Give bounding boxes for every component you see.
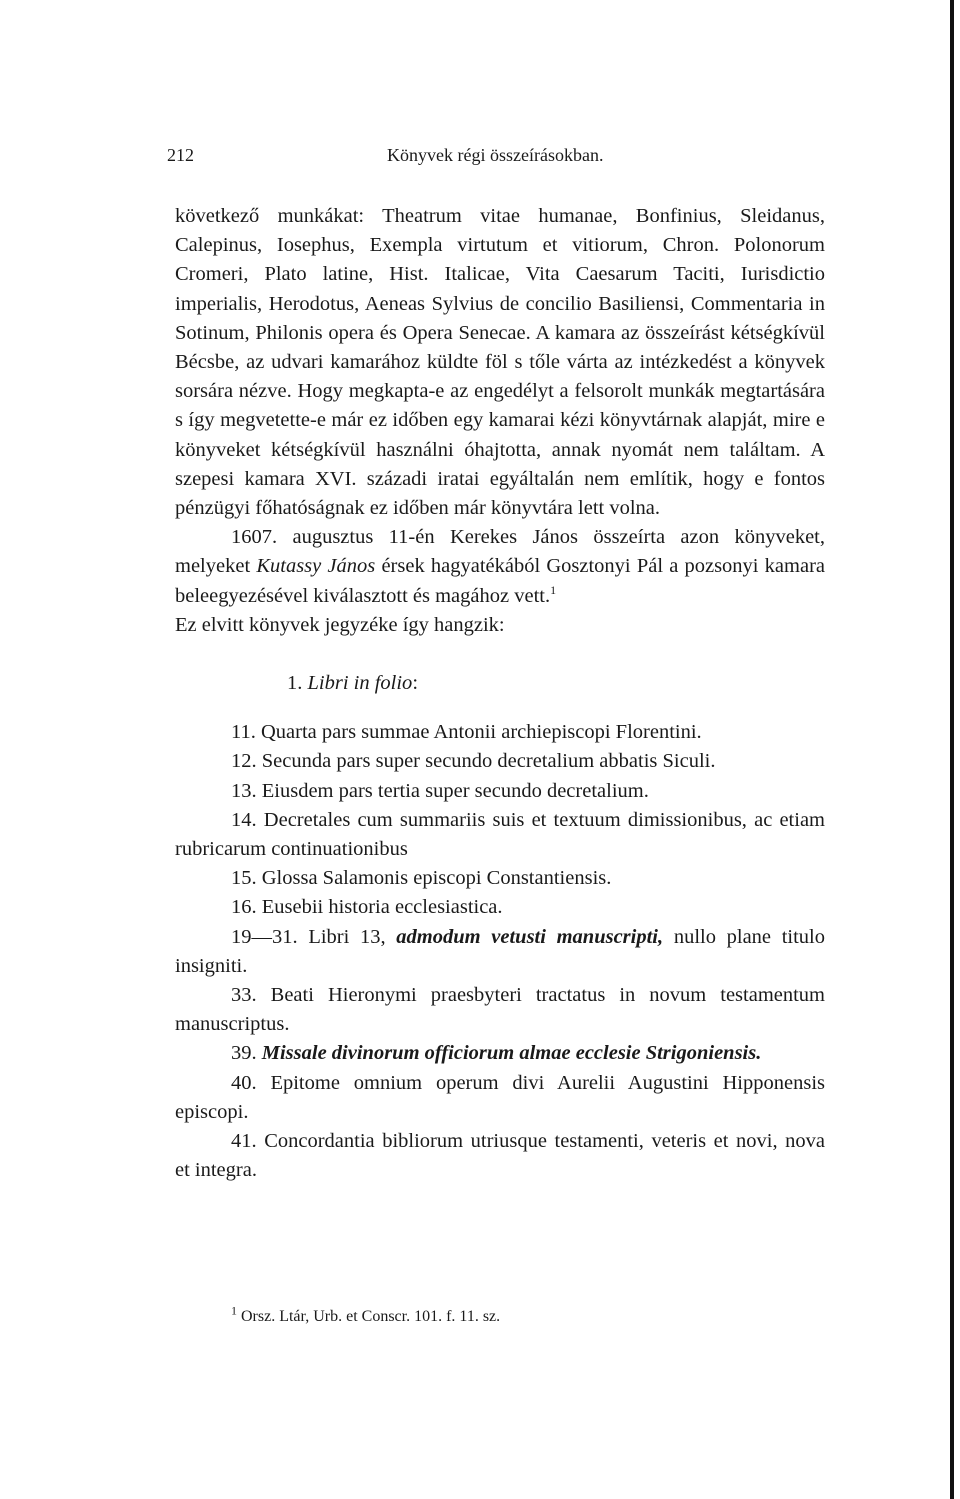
section-colon: :	[412, 672, 419, 695]
section-title: Libri in folio	[307, 672, 413, 695]
entry-text: Concordantia bibliorum utriusque testamenti, veteris et novi, nova et integra.	[175, 1130, 826, 1182]
page-body	[175, 202, 825, 1186]
entry-text: Secunda pars super secundo decretalium abbatis Siculi.	[261, 750, 716, 773]
page-header	[167, 141, 825, 169]
section-heading	[287, 669, 825, 698]
entry-emphasis: admodum vetusti manuscripti,	[396, 925, 664, 948]
entry-text: Glossa Salamonis episcopi Constantiensis.	[261, 867, 612, 890]
page-number: 212	[167, 145, 194, 165]
paragraph-3: Ez elvitt könyvek jegyzéke így hangzik:	[175, 613, 505, 636]
entry-number: 41.	[231, 1130, 257, 1153]
footnote	[231, 1302, 791, 1331]
section-number: 1.	[287, 672, 308, 695]
entry-text-end: nullo plane titulo insigniti.	[175, 925, 825, 977]
footnote-reference: 1	[550, 582, 557, 597]
entry-number: 12.	[231, 750, 257, 773]
paragraph-2-text-a: 1607. augusztus 11-én Kerekes János összeírta azon könyveket, melyeket	[175, 526, 825, 578]
entry-number: 14.	[231, 808, 257, 831]
paragraph-2-name: Kutassy János	[256, 555, 376, 578]
paragraph-2	[175, 523, 825, 611]
entry-list	[175, 718, 825, 1185]
entry-number: 11.	[231, 721, 256, 744]
footnote-text: Orsz. Ltár, Urb. et Conscr. 101. f. 11. sz.	[241, 1308, 501, 1325]
entry-number: 39.	[231, 1042, 257, 1065]
entry-text: Eusebii historia ecclesiastica.	[261, 896, 503, 919]
entry-text: Decretales cum summariis suis et textuum dimissionibus, ac etiam rubricarum continuationibus	[175, 808, 825, 861]
list-item	[175, 806, 825, 864]
entry-number: 15.	[231, 867, 257, 890]
running-title: Könyvek régi összeírásokban.	[387, 145, 604, 165]
paragraph-2-text-b: érsek hagyatékából Gosztonyi Pál a pozsonyi kamara beleegyezésével kiválasztott és magához vett.	[175, 555, 826, 607]
entry-number: 33.	[231, 984, 257, 1007]
list-item	[175, 864, 825, 893]
list-item	[175, 718, 825, 747]
entry-text: Eiusdem pars tertia super secundo decretalium.	[261, 779, 649, 802]
entry-number: 16.	[231, 896, 257, 919]
entry-text: Libri 13,	[308, 925, 397, 948]
list-item	[175, 777, 825, 806]
scan-edge	[950, 0, 954, 1499]
entry-number: 13.	[231, 779, 257, 802]
entry-emphasis: Missale divinorum officiorum almae ecclesie Strigoniensis.	[261, 1042, 762, 1065]
list-item	[175, 1039, 825, 1068]
paragraph-1: következő munkákat: Theatrum vitae humanae, Bonfinius, Sleidanus, Calepinus, Iosephus, Exempla virtutum et vitiorum, Chron. Polonorum Cromeri, Plato latine, Hist. Italicae, Vita Caesarum Taciti, Iurisdictio imperialis, Herodotus, Aeneas Sylvius de concilio Basiliensi, Commentaria in Sotinum, Philonis opera és Opera Senecae. A kamara az összeírást kétségkívül Bécsbe, az udvari kamarához küldte föl s tőle várta az intézkedést a könyvek sorsára nézve. Hogy megkapta-e az engedélyt a felsorolt munkák megtartására s így megvetette-e már ez időben egy kamarai kézi könyvtárnak alapját, mire e könyveket kétségkívül használni óhajtotta, annak nyomát nem találtam. A szepesi kamara XVI. századi iratai egyáltalán nem említik, hogy e fontos pénzügyi főhatóságnak ez időben már könyvtára lett volna.	[175, 205, 825, 520]
entry-number: 19—31.	[231, 925, 298, 948]
entry-text: Beati Hieronymi praesbyteri tractatus in novum testamentum manuscriptus.	[175, 984, 826, 1036]
list-item	[175, 893, 825, 922]
entry-text: Quarta pars summae Antonii archiepiscopi Florentini.	[261, 721, 702, 744]
entry-text: Epitome omnium operum divi Aurelii Augustini Hipponensis episcopi.	[175, 1071, 825, 1123]
list-item	[175, 923, 825, 981]
entry-number: 40.	[231, 1071, 257, 1094]
footnote-mark: 1	[231, 1303, 237, 1318]
list-item	[175, 1069, 825, 1127]
list-item	[175, 747, 825, 776]
list-item	[175, 1127, 825, 1185]
list-item	[175, 981, 825, 1039]
